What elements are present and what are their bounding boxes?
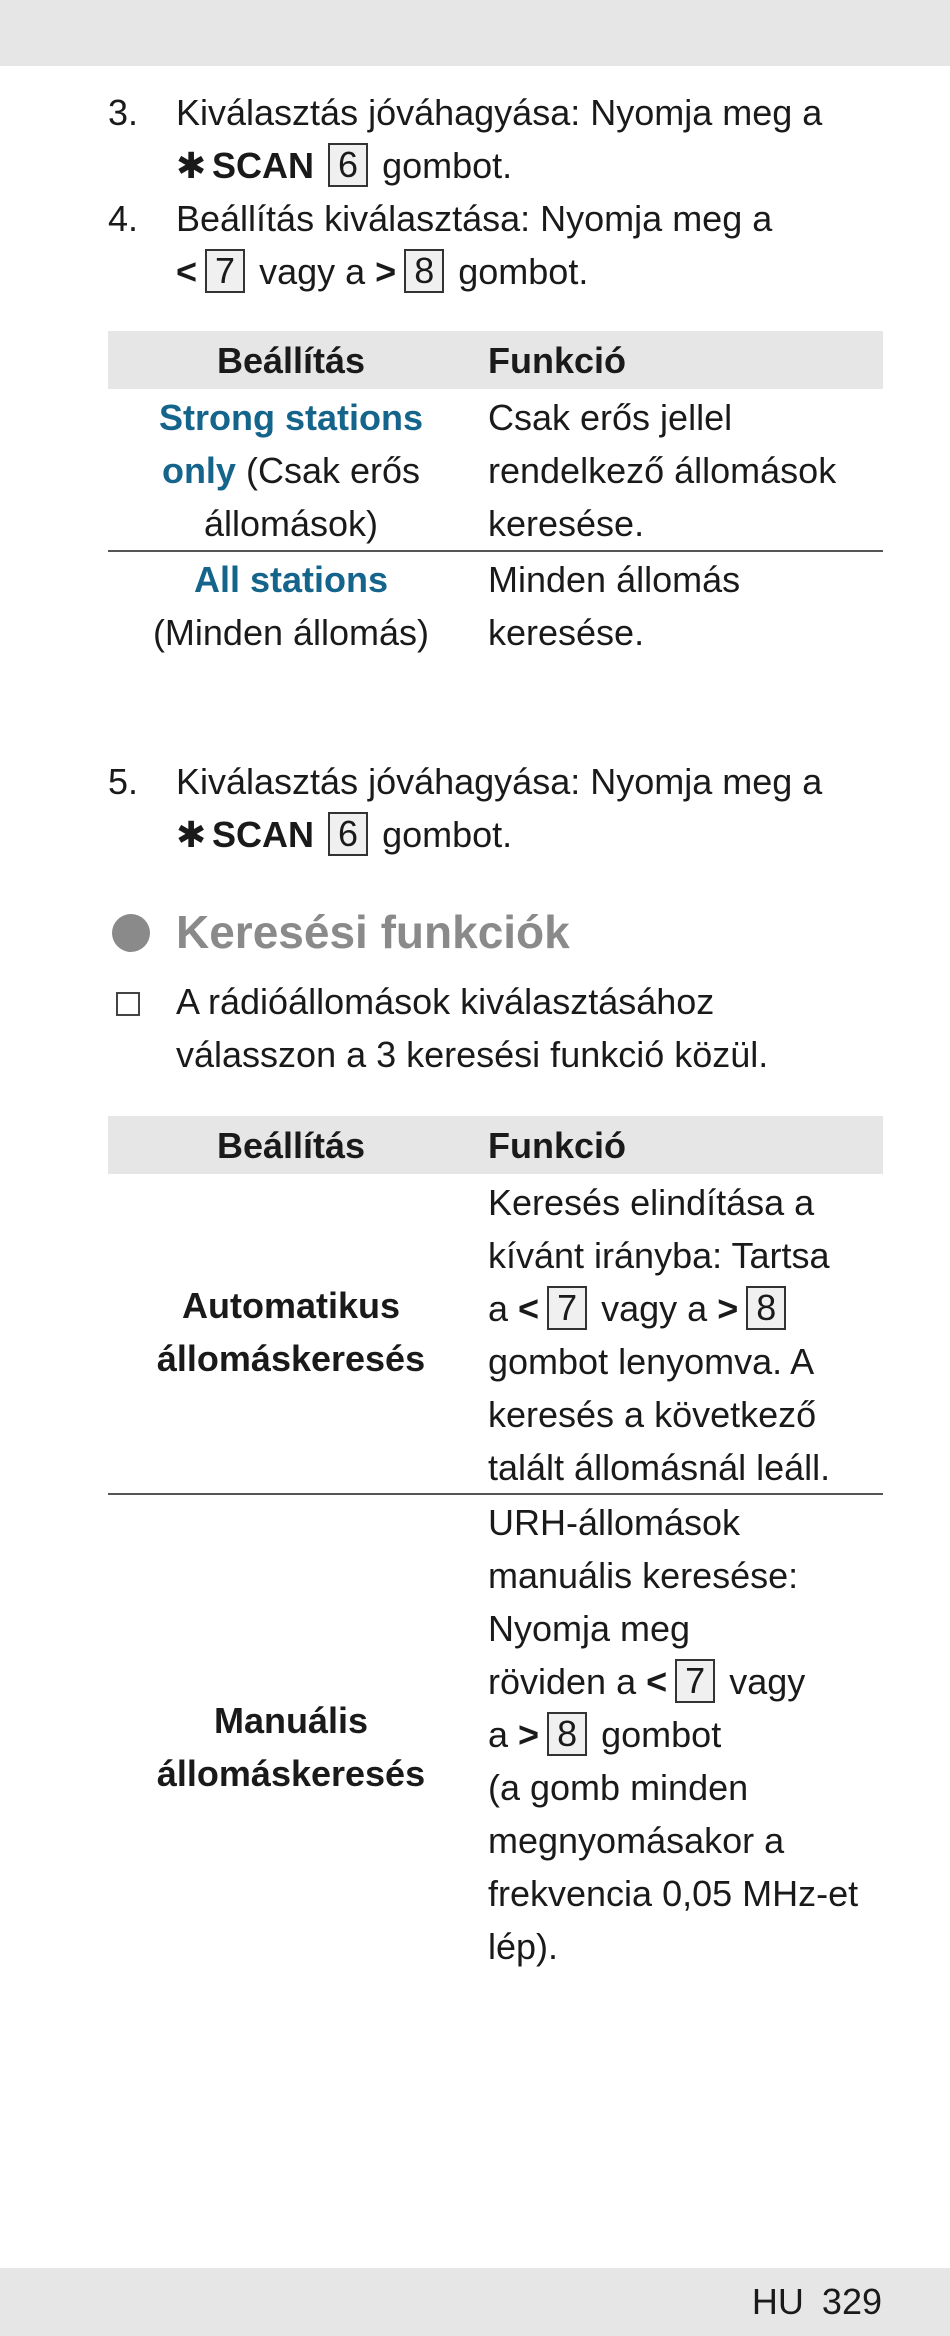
intro-paragraph bbox=[176, 975, 896, 1081]
checkbox-icon bbox=[116, 992, 140, 1016]
search-functions-table bbox=[108, 1116, 883, 1974]
function-line: keresése. bbox=[488, 612, 645, 653]
function-text: gombot bbox=[601, 1714, 722, 1755]
setting-note-2: állomások) bbox=[203, 503, 379, 544]
step-4 bbox=[108, 192, 888, 298]
function-line: keresése. bbox=[488, 503, 645, 544]
step-text: Beállítás kiválasztása: Nyomja meg a bbox=[176, 198, 773, 239]
setting-label: állomáskeresés bbox=[156, 1753, 426, 1794]
intro-line: A rádióállomások kiválasztásához bbox=[176, 981, 715, 1022]
function-text: röviden a bbox=[488, 1661, 637, 1702]
function-line: rendelkező állomások bbox=[488, 450, 837, 491]
setting-all: All stations bbox=[193, 559, 389, 600]
key-6: 6 bbox=[328, 812, 368, 856]
scan-label: SCAN bbox=[212, 145, 315, 186]
settings-table bbox=[108, 331, 883, 661]
table-row bbox=[108, 1494, 883, 1974]
step-number: 5. bbox=[108, 761, 139, 802]
left-arrow-icon: < bbox=[518, 1288, 540, 1329]
function-line: (a gomb minden bbox=[488, 1767, 749, 1808]
step-3 bbox=[108, 86, 888, 192]
setting-note: (Minden állomás) bbox=[152, 612, 430, 653]
bluetooth-icon: ✱ bbox=[176, 145, 207, 186]
setting-label: állomáskeresés bbox=[156, 1338, 426, 1379]
step-text: Kiválasztás jóváhagyása: Nyomja meg a bbox=[176, 92, 823, 133]
table-row bbox=[108, 1174, 883, 1494]
setting-strong: Strong stations bbox=[158, 397, 423, 438]
top-band bbox=[0, 0, 950, 66]
function-line: gombot lenyomva. A bbox=[488, 1341, 815, 1382]
scan-label: SCAN bbox=[212, 814, 315, 855]
section-heading: Keresési funkciók bbox=[176, 906, 570, 958]
step-number: 3. bbox=[108, 92, 139, 133]
function-line: frekvencia 0,05 MHz-et bbox=[488, 1873, 859, 1914]
function-line: megnyomásakor a bbox=[488, 1820, 785, 1861]
bluetooth-icon: ✱ bbox=[176, 814, 207, 855]
key-7: 7 bbox=[205, 249, 245, 293]
setting-only: only bbox=[161, 450, 236, 491]
step-text: Kiválasztás jóváhagyása: Nyomja meg a bbox=[176, 761, 823, 802]
table-header bbox=[108, 1116, 883, 1174]
function-text: vagy a bbox=[601, 1288, 708, 1329]
function-text: a bbox=[488, 1714, 509, 1755]
header-function: Funkció bbox=[488, 340, 627, 381]
page-number: 329 bbox=[821, 2281, 882, 2322]
left-arrow-icon: < bbox=[176, 251, 198, 292]
function-line: talált állomásnál leáll. bbox=[488, 1447, 831, 1488]
right-arrow-icon: > bbox=[518, 1714, 540, 1755]
step-5 bbox=[108, 755, 888, 861]
function-text: vagy bbox=[729, 1661, 806, 1702]
function-line: Csak erős jellel bbox=[488, 397, 733, 438]
key-7: 7 bbox=[547, 1286, 587, 1330]
key-8: 8 bbox=[404, 249, 444, 293]
function-text: a bbox=[488, 1288, 509, 1329]
key-8: 8 bbox=[746, 1286, 786, 1330]
language-code: HU bbox=[751, 2281, 804, 2322]
function-line bbox=[488, 1282, 888, 1335]
footer-band bbox=[0, 2268, 950, 2336]
step-middle: vagy a bbox=[259, 251, 366, 292]
setting-label: Manuális bbox=[213, 1700, 369, 1741]
right-arrow-icon: > bbox=[375, 251, 397, 292]
function-line: Nyomja meg bbox=[488, 1608, 691, 1649]
header-setting: Beállítás bbox=[216, 1125, 366, 1166]
header-setting: Beállítás bbox=[216, 340, 366, 381]
function-line: keresés a következő bbox=[488, 1394, 817, 1435]
function-line: Minden állomás bbox=[488, 559, 741, 600]
function-line bbox=[488, 1708, 888, 1761]
function-line bbox=[488, 1655, 888, 1708]
setting-note: (Csak erős bbox=[245, 450, 421, 491]
step-tail: gombot. bbox=[382, 814, 513, 855]
function-line: Keresés elindítása a bbox=[488, 1182, 815, 1223]
table-header bbox=[108, 331, 883, 389]
function-line: lép). bbox=[488, 1926, 559, 1967]
function-line: manuális keresése: bbox=[488, 1555, 799, 1596]
page-footer bbox=[752, 2276, 882, 2328]
function-line: URH-állomások bbox=[488, 1502, 741, 1543]
section-bullet-icon bbox=[112, 914, 150, 952]
step-number: 4. bbox=[108, 198, 139, 239]
key-8: 8 bbox=[547, 1712, 587, 1756]
function-line: kívánt irányba: Tartsa bbox=[488, 1235, 830, 1276]
step-tail: gombot. bbox=[458, 251, 589, 292]
setting-label: Automatikus bbox=[181, 1285, 401, 1326]
right-arrow-icon: > bbox=[717, 1288, 739, 1329]
intro-line: válasszon a 3 keresési funkció közül. bbox=[176, 1034, 769, 1075]
step-tail: gombot. bbox=[382, 145, 513, 186]
key-6: 6 bbox=[328, 143, 368, 187]
table-row bbox=[108, 389, 883, 551]
left-arrow-icon: < bbox=[646, 1661, 668, 1702]
header-function: Funkció bbox=[488, 1125, 627, 1166]
table-row bbox=[108, 551, 883, 661]
key-7: 7 bbox=[675, 1659, 715, 1703]
